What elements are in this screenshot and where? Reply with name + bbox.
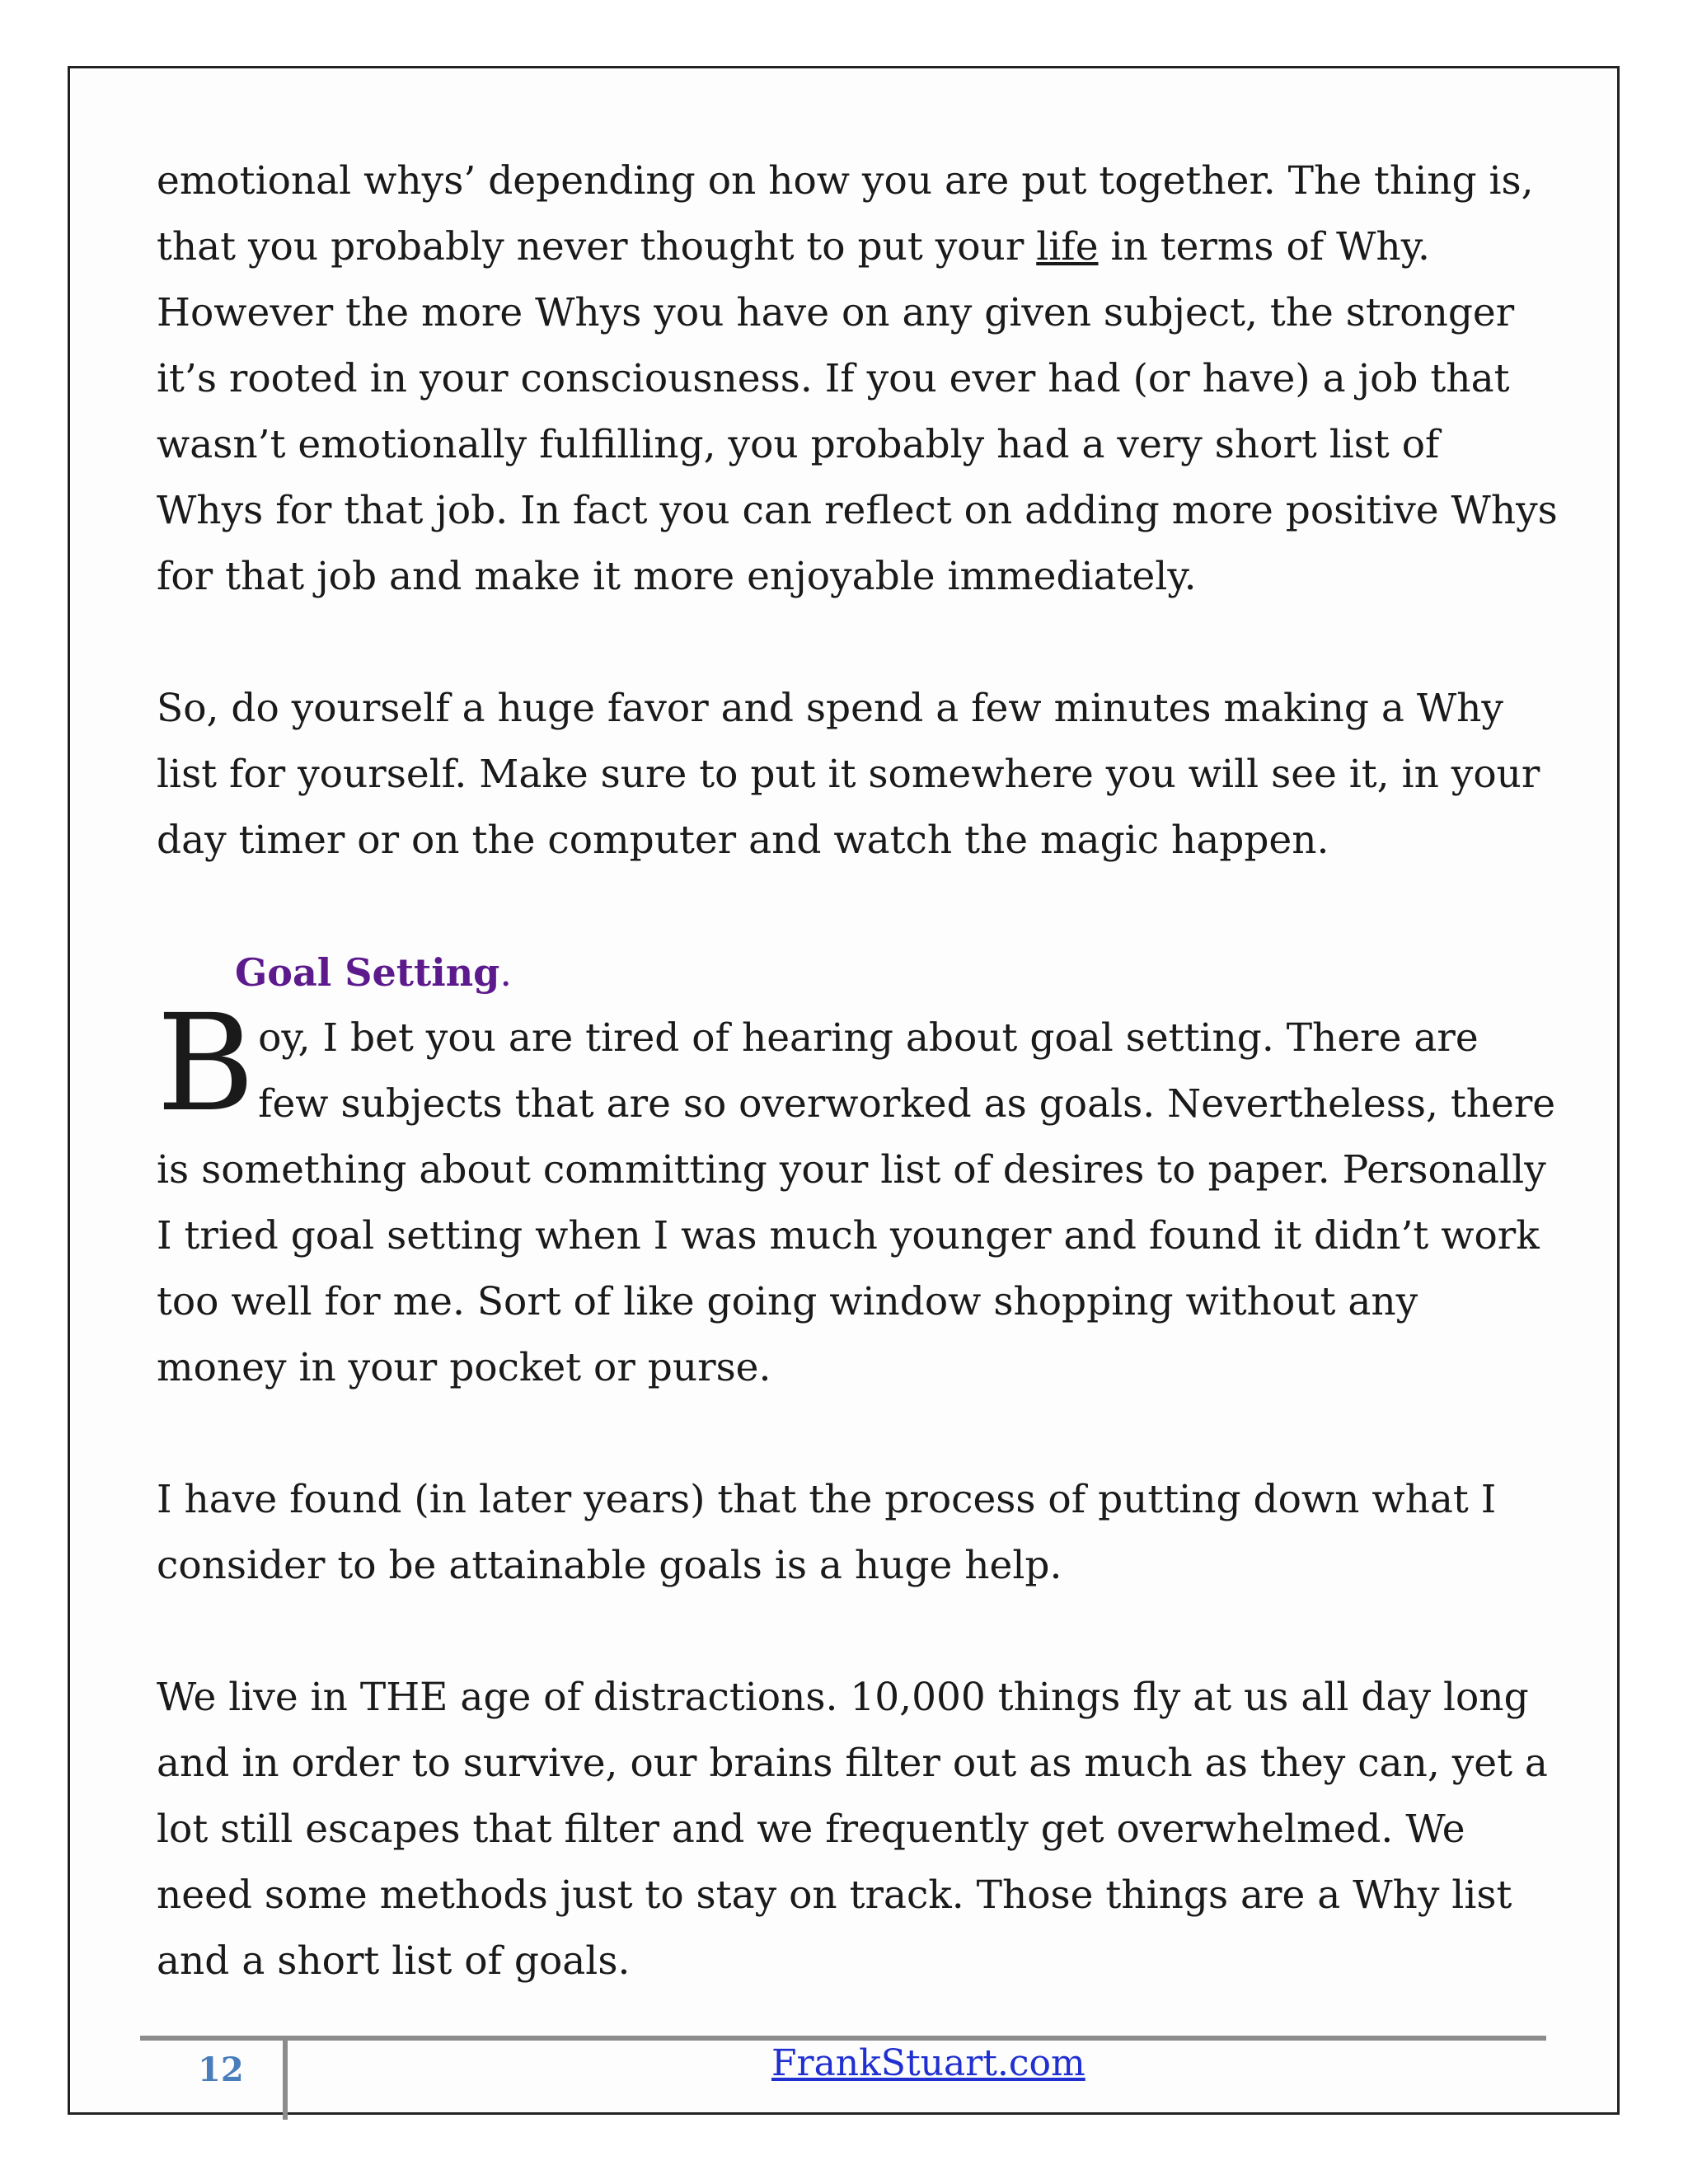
paragraph-attainable-goals: I have found (in later years) that the process of putting down what I consider to be attainable goals is a huge help. (157, 1477, 1497, 1588)
paragraph-why-list: So, do yourself a huge favor and spend a few minutes making a Why list for yourself. Make sure to put it somewhere you will see it, in your day timer or on the computer and watch the magic happen. (157, 686, 1540, 863)
page-content (157, 148, 1558, 2060)
paragraph-whys-text-end: in terms of Why. However the more Whys you have on any given subject, the stronger it’s rooted in your consciousness. If you ever had (or have) a job that wasn’t emotionally fulfilling, you probably had a very short list of Whys for that job. In fact you can reflect on adding more positive Whys for that job and make it more enjoyable immediately. (157, 224, 1558, 599)
paragraph-whys (157, 148, 1558, 610)
underlined-word-life: life (1036, 224, 1099, 269)
paragraph-distractions: We live in THE age of distractions. 10,000 things fly at us all day long and in order to survive, our brains filter out as much as they can, yet a lot still escapes that filter and we frequently get overwhelmed. We need some methods just to stay on track. Those things are a Why list and a short list of goals. (157, 1675, 1548, 1984)
section-heading-text: Goal Setting (235, 950, 500, 995)
footer-divider (283, 2039, 288, 2120)
paragraph-whys-text-start: emotional whys’ depending on how you are put together. The thing is, that you probably never thought to put your (157, 158, 1534, 269)
paragraph-goal-setting-text: oy, I bet you are tired of hearing about goal setting. There are few subjects that are so overworked as goals. Nevertheless, there is something about committing your list of desires to paper. Personally I tried goal setting when I was much younger and found it didn’t work too well for me. Sort of like going window shopping without any money in your pocket or purse. (157, 1015, 1556, 1390)
drop-cap-letter: B (157, 987, 256, 1141)
section-heading-period: . (499, 950, 512, 995)
footer-website-link[interactable]: FrankStuart.com (771, 2042, 1085, 2084)
section-heading-goal-setting (157, 940, 1558, 1005)
page-number: 12 (198, 2050, 244, 2089)
paragraph-goal-setting (157, 987, 1558, 1401)
